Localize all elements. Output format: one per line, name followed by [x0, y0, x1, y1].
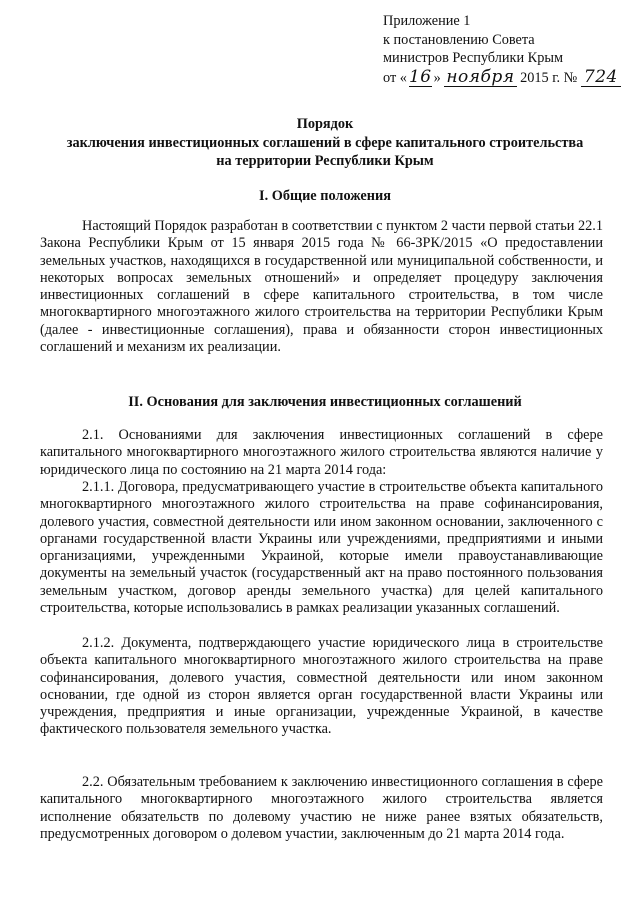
appendix-date-line — [383, 68, 621, 88]
resolution-number-handwritten: 724 — [581, 68, 621, 88]
date-day-handwritten: 16 — [408, 66, 432, 87]
title-line-3: на территории Республики Крым — [216, 153, 434, 169]
appendix-block — [383, 12, 621, 87]
appendix-resolution: к постановлению Совета — [383, 31, 535, 48]
date-month-handwritten: ноября — [446, 66, 515, 87]
clause-2-2: 2.2. Обязательным требованием к заключению инвестиционного соглашения в сфере капитального многоквартирного многоэтажного жилого строительства является исполнение обязательств по долевому участию не ниже ранее взятых обязательств, предусмотренных договором о долевом участии, заключенным до 21 марта 2014 года. — [40, 774, 603, 842]
date-mid: » — [433, 69, 445, 86]
appendix-council: министров Республики Крым — [383, 50, 564, 66]
clause-2-1-2: 2.1.2. Документа, подтверждающего участие юридического лица в строительстве объекта капитального многоквартирного многоэтажного жилого строительства на праве софинансирования, долевого участия, совместной деятельности или ином законном основании, где одной из сторон является орган государственной власти Украины или учреждения, предприятия и иные организации, учрежденные Украиной, в качестве фактического пользователя земельного участка. — [40, 635, 603, 738]
document-title — [40, 115, 610, 171]
clause-2-1-1: 2.1.1. Договора, предусматривающего участие в строительстве объекта капитального многоквартирного многоэтажного жилого строительства на праве софинансирования, долевого участия, совместной деятельности или ином законном основании, заключенного с органами государственной власти Украины или учреждениями, предприятиями и иными организациями, учрежденными Украиной, которые имели правоустанавливающие документы на земельный участок (государственный акт на право постоянного пользования земельным участком, договор аренды земельного участка) для целей капитального строительства, которые использовались в рамках реализации указанных соглашений. — [40, 479, 603, 617]
date-prefix: от « — [383, 69, 407, 86]
appendix-title: Приложение 1 — [383, 13, 471, 29]
title-line-1: Порядок — [296, 116, 354, 132]
date-year: 2015 г. № — [516, 69, 581, 86]
section-2-heading: II. Основания для заключения инвестиционных соглашений — [128, 394, 522, 410]
title-line-2: заключения инвестиционных соглашений в сфере капитального строительства — [66, 134, 584, 151]
section-1-heading: I. Общие положения — [259, 188, 391, 204]
section-1-paragraph: Настоящий Порядок разработан в соответствии с пунктом 2 части первой статьи 22.1 Закона Республики Крым от 15 января 2015 года № 66-ЗРК/2015 «О предоставлении земельных участков, находящихся в государственной или муниципальной собственности, и некоторых вопросах земельных отношений» и определяет процедуру заключения инвестиционных соглашений в сфере капитального строительства, в том числе многоквартирного многоэтажного жилого строительства на территории Республики Крым (далее - инвестиционные соглашения), права и обязанности сторон инвестиционных соглашений и механизм их реализации. — [40, 218, 603, 356]
clause-2-1: 2.1. Основаниями для заключения инвестиционных соглашений в сфере капитального многоквартирного многоэтажного жилого строительства являются наличие у юридического лица по состоянию на 21 марта 2014 года: — [40, 427, 603, 478]
